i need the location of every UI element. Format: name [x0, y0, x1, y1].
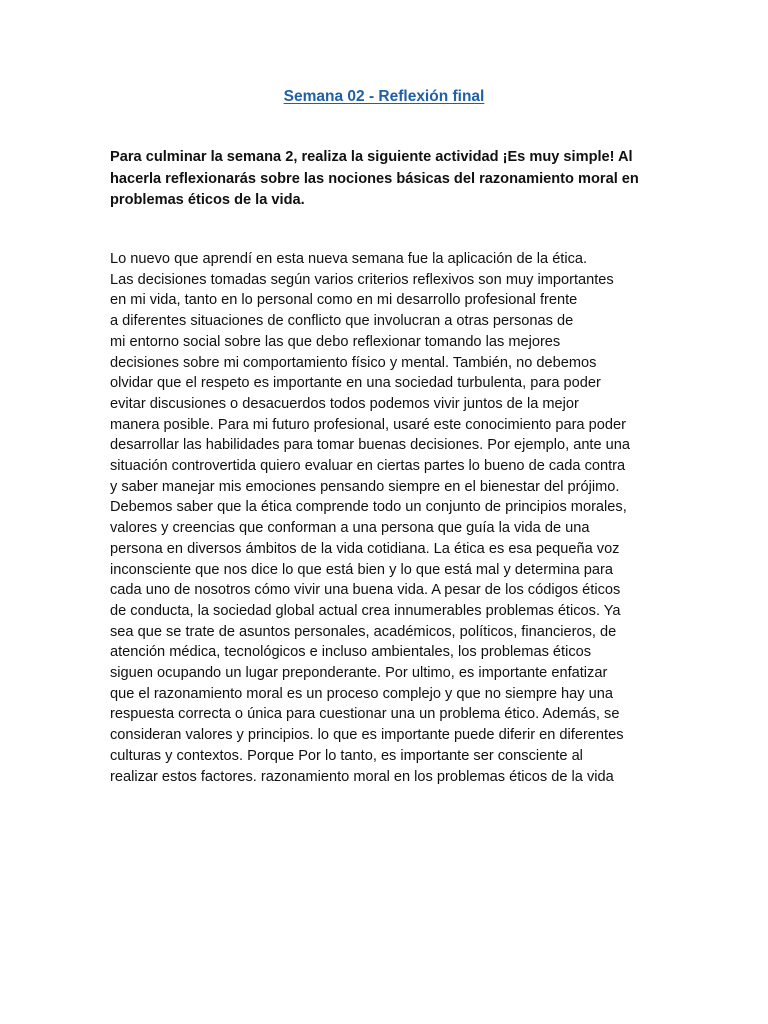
- body-line: decisiones sobre mi comportamiento físico y mental. También, no debemos: [110, 354, 597, 371]
- intro-paragraph: [110, 147, 670, 212]
- body-line: consideran valores y principios. lo que es importante puede diferir en diferentes: [110, 727, 624, 744]
- body-line: respuesta correcta o única para cuestionar una un problema ético. Además, se: [110, 706, 620, 723]
- body-line: olvidar que el respeto es importante en una sociedad turbulenta, para poder: [110, 375, 601, 392]
- body-line: de conducta, la sociedad global actual crea innumerables problemas éticos. Ya: [110, 602, 621, 619]
- body-line: Debemos saber que la ética comprende todo un conjunto de principios morales,: [110, 499, 627, 516]
- body-line: evitar discusiones o desacuerdos todos podemos vivir juntos de la mejor: [110, 395, 579, 412]
- body-line: valores y creencias que conforman a una persona que guía la vida de una: [110, 520, 590, 537]
- body-line: realizar estos factores. razonamiento moral en los problemas éticos de la vida: [110, 768, 614, 785]
- body-line: situación controvertida quiero evaluar en ciertas partes lo bueno de cada contra: [110, 458, 626, 475]
- body-line: en mi vida, tanto en lo personal como en mi desarrollo profesional frente: [110, 292, 578, 309]
- body-line: desarrollar las habilidades para tomar buenas decisiones. Por ejemplo, ante una: [110, 437, 631, 454]
- body-line: atención médica, tecnológicos e incluso ambientales, los problemas éticos: [110, 644, 592, 661]
- intro-line: problemas éticos de la vida.: [110, 192, 305, 208]
- body-line: y saber manejar mis emociones pensando siempre en el bienestar del prójimo.: [110, 478, 620, 495]
- reflection-paragraph: [110, 249, 670, 787]
- body-line: Las decisiones tomadas según varios criterios reflexivos son muy importantes: [110, 271, 614, 288]
- body-line: que el razonamiento moral es un proceso complejo y que no siempre hay una: [110, 685, 613, 702]
- body-line: inconsciente que nos dice lo que está bien y lo que está mal y determina para: [110, 561, 613, 578]
- body-line: cada uno de nosotros cómo vivir una buena vida. A pesar de los códigos éticos: [110, 582, 621, 599]
- body-line: siguen ocupando un lugar preponderante. Por ultimo, es importante enfatizar: [110, 665, 608, 682]
- body-line: a diferentes situaciones de conflicto que involucran a otras personas de: [110, 313, 574, 330]
- body-line: Lo nuevo que aprendí en esta nueva semana fue la aplicación de la ética.: [110, 251, 588, 267]
- body-line: sea que se trate de asuntos personales, académicos, políticos, financieros, de: [110, 623, 617, 640]
- intro-line: hacerla reflexionarás sobre las nociones básicas del razonamiento moral en: [110, 170, 639, 187]
- body-line: persona en diversos ámbitos de la vida cotidiana. La ética es esa pequeña voz: [110, 540, 620, 557]
- intro-line: Para culminar la semana 2, realiza la siguiente actividad ¡Es muy simple! Al: [110, 149, 633, 165]
- document-title[interactable]: Semana 02 - Reflexión final: [283, 88, 485, 105]
- body-line: culturas y contextos. Porque Por lo tanto, es importante ser consciente al: [110, 747, 583, 764]
- body-line: manera posible. Para mi futuro profesional, usaré este conocimiento para poder: [110, 416, 626, 433]
- body-line: mi entorno social sobre las que debo reflexionar tomando las mejores: [110, 333, 561, 350]
